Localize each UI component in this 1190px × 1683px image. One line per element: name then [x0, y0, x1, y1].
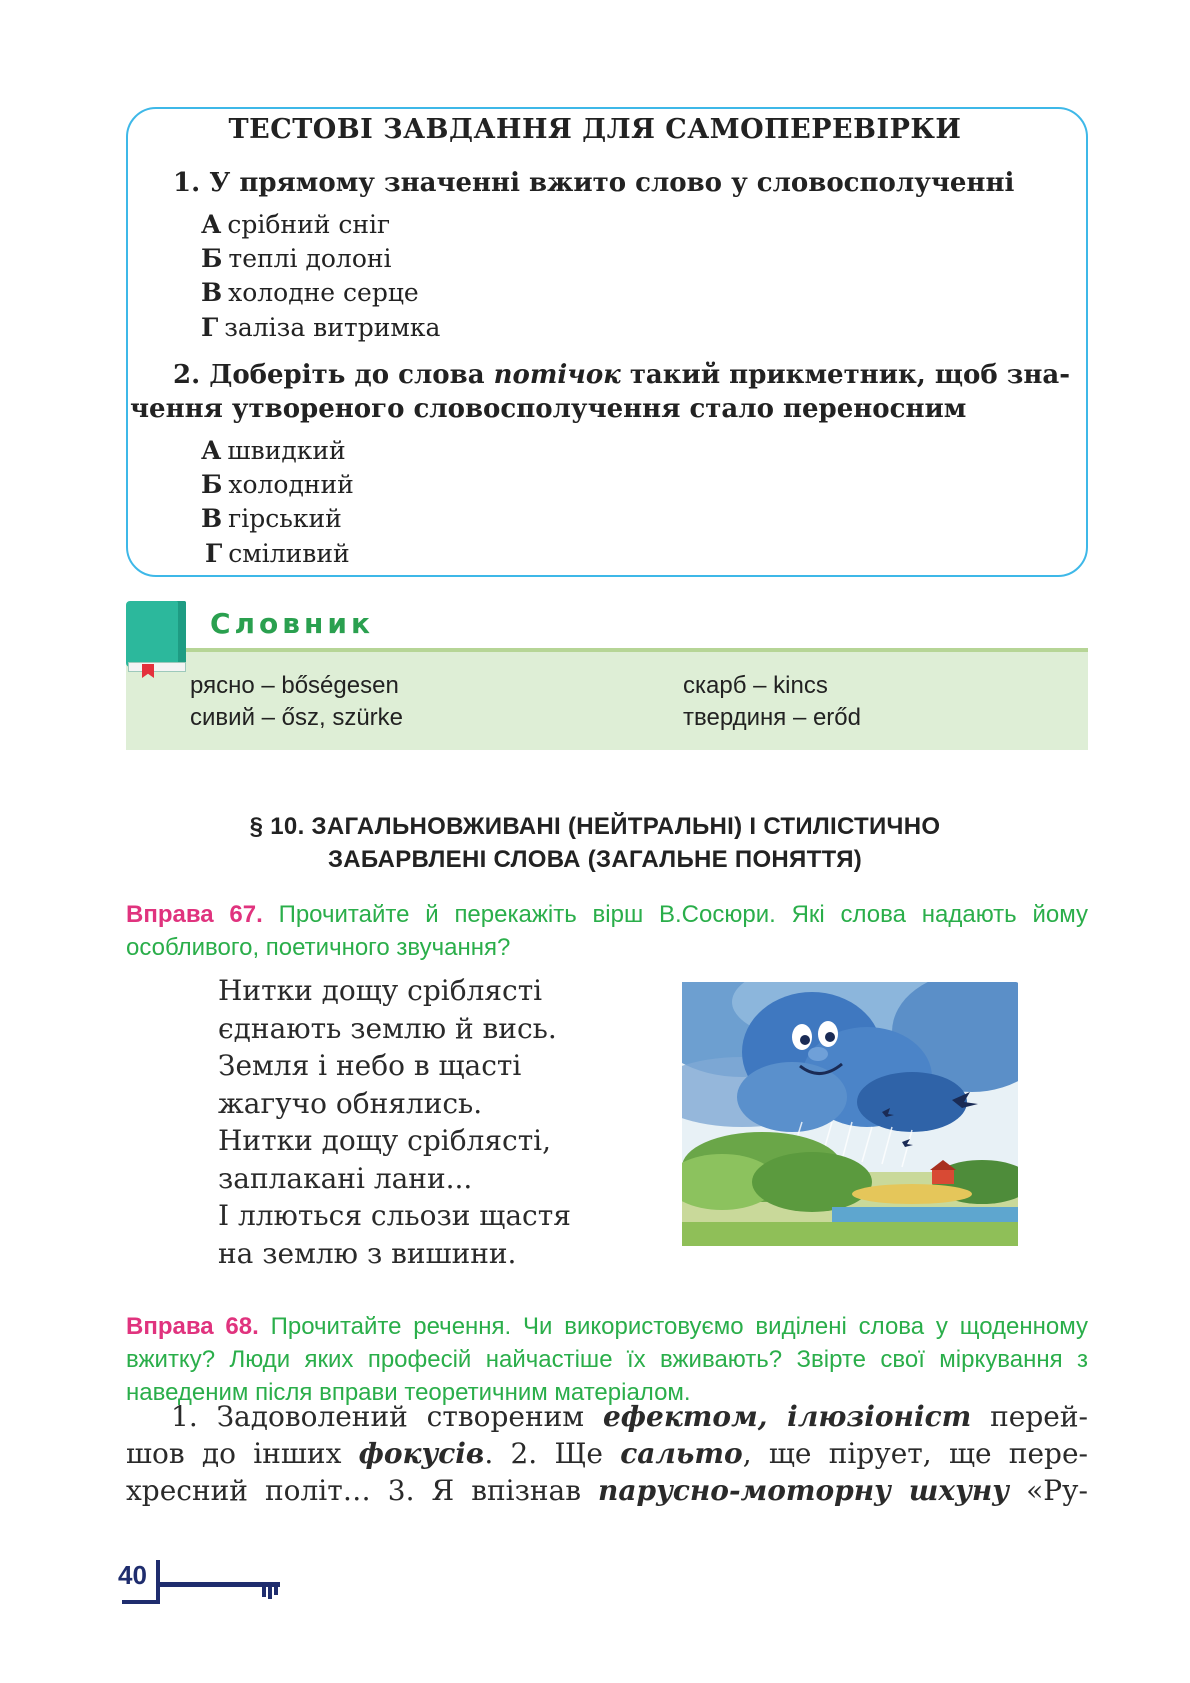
q2-option-b: Б холодний	[201, 470, 354, 499]
footer-ornament-icon	[262, 1584, 282, 1598]
poem-line: жагучо обнялись.	[218, 1086, 483, 1120]
q1-option-a: А срібний сніг	[201, 210, 391, 239]
self-test-title: ТЕСТОВІ ЗАВДАННЯ ДЛЯ САМОПЕРЕВІРКИ	[228, 114, 962, 145]
poem-line: Нитки дощу сріблясті,	[218, 1124, 552, 1157]
q1-option-c: В холодне серце	[201, 278, 419, 307]
sentence-line: шов до інших фокусів. 2. Ще сальто, ще пірует, ще пере-	[126, 1437, 1088, 1470]
footer-bar-bottom	[122, 1600, 160, 1604]
q2-option-d: Г сміливий	[205, 539, 350, 568]
glossary-item: рясно – bőségesen	[190, 672, 399, 699]
rain-cloud-illustration	[682, 982, 1018, 1246]
poem-line: заплакані лани...	[218, 1161, 473, 1195]
exercise-68-text: Прочитайте речення. Чи використовуємо виділені слова у щоденному вжитку? Люди яких професій найчастіше їх вживають? Звірте свої міркування з наведеним після вправи теоретичним матеріалом.	[126, 1313, 1088, 1406]
sentence-line: 1. Задоволений створеним ефектом, ілюзіоніст перей-	[171, 1400, 1088, 1433]
glossary-item: скарб – kincs	[683, 672, 828, 699]
glossary-title: Словник	[210, 607, 374, 640]
poem-line: Земля і небо в щасті	[218, 1049, 522, 1082]
glossary-item: сивий – ősz, szürke	[190, 704, 404, 731]
exercise-67-label: Вправа 67.	[126, 901, 263, 928]
poem	[218, 972, 571, 1272]
question-2-word: потічок	[493, 360, 621, 390]
q1-option-d: Г заліза витримка	[201, 313, 441, 342]
exercise-68-sentences	[126, 1398, 1088, 1509]
poem-line: Нитки дощу сріблясті	[218, 974, 543, 1007]
question-1: 1. У прямому значенні вжито слово у словосполученні	[173, 168, 1015, 198]
section-heading-line-1: § 10. ЗАГАЛЬНОВЖИВАНІ (НЕЙТРАЛЬНІ) І СТИЛІСТИЧНО	[249, 813, 941, 840]
exercise-68	[126, 1310, 1088, 1409]
exercise-67	[126, 898, 1088, 964]
question-2-line-2: чення утвореного словосполучення стало переносним	[130, 394, 967, 424]
q2-option-a: А швидкий	[201, 436, 346, 465]
poem-line: І ллються сльози щастя	[218, 1199, 571, 1232]
q1-option-b: Б теплі долоні	[201, 244, 392, 273]
glossary-item: твердиня – erőd	[683, 704, 861, 731]
exercise-68-label: Вправа 68.	[126, 1313, 259, 1340]
sentence-line: хресний політ… 3. Я впізнав парусно-моторну шхуну «Ру-	[126, 1474, 1088, 1507]
exercise-67-text: Прочитайте й перекажіть вірш В.Сосюри. Які слова надають йому особливого, поетичного звучання?	[126, 901, 1088, 961]
page-number: 40	[118, 1560, 147, 1590]
question-2: 2. Доберіть до слова потічок такий прикметник, щоб зна-	[173, 360, 1071, 390]
q2-option-c: В гірський	[201, 504, 342, 533]
poem-line: на землю з вишини.	[218, 1236, 517, 1270]
book-icon	[126, 601, 186, 667]
book-pages-icon	[128, 662, 186, 672]
poem-line: єднають землю й вись.	[218, 1011, 557, 1045]
section-heading-line-2: ЗАБАРВЛЕНІ СЛОВА (ЗАГАЛЬНЕ ПОНЯТТЯ)	[327, 846, 863, 873]
glossary-divider	[182, 648, 1088, 652]
